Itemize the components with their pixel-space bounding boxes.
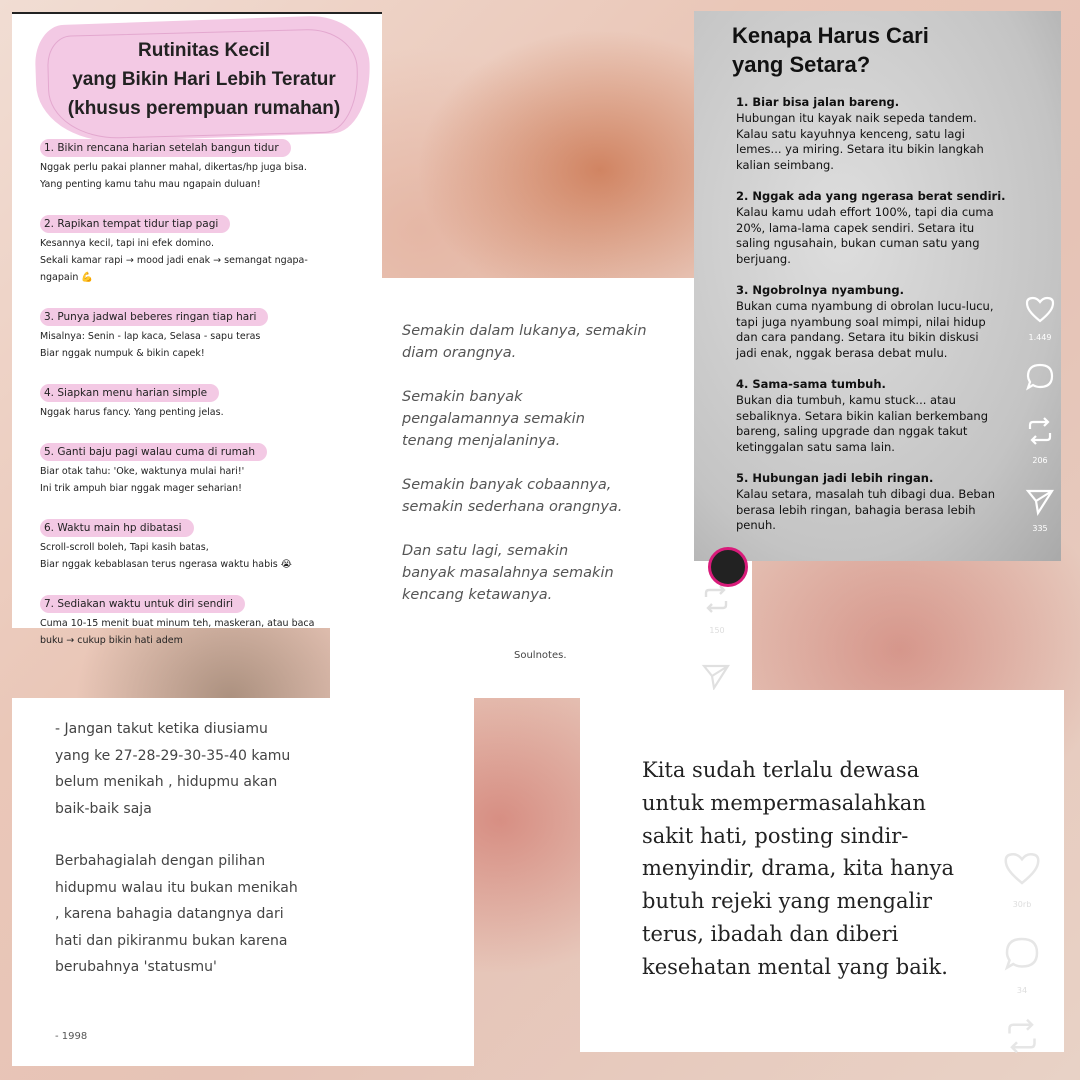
item-heading: 6. Waktu main hp dibatasi — [40, 519, 194, 537]
routines-card — [12, 12, 382, 646]
item-heading: 1. Bikin rencana harian setelah bangun tidur — [40, 139, 291, 157]
repost-icon[interactable] — [1002, 1016, 1042, 1056]
dewasa-quote-card — [580, 690, 1064, 1052]
section: 4. Sama-sama tumbuh. Bukan dia tumbuh, kamu stuck... atau sebaliknya. Setara bikin kalian berkembang bareng, saling upgrade dan nggak takut ketinggalan satu sama lain. — [736, 376, 989, 455]
quote-text: Kita sudah terlalu dewasa untuk mempermasalahkan sakit hati, posting sindir- menyindir, drama, kita hanya butuh rejeki yang mengalir terus, ibadah dan diberi kesehatan mental yang baik. — [642, 758, 955, 979]
item-heading: 2. Rapikan tempat tidur tiap pagi — [40, 215, 230, 233]
item-heading: 3. Punya jadwal beberes ringan tiap hari — [40, 308, 268, 326]
section: 2. Nggak ada yang ngerasa berat sendiri. Kalau kamu udah effort 100%, tapi dia cuma 20%, lama-lama capek sendiri. Setara itu saling ngusahain, bukan cuman satu yang berjuang. — [736, 188, 1006, 267]
setara-card — [694, 11, 1061, 561]
comment-count: 34 — [1016, 986, 1028, 995]
section: 5. Hubungan jadi lebih ringan. Kalau setara, masalah tuh dibagi dua. Beban berasa lebih ringan, bahagia berasa lebih penuh. — [736, 470, 996, 533]
avatar[interactable] — [708, 547, 748, 587]
repost-count: 206 — [1032, 456, 1048, 465]
routines-title: Rutinitas Kecil yang Bikin Hari Lebih Teratur (khusus perempuan rumahan) — [67, 40, 341, 119]
list-item: 5. Ganti baju pagi walau cuma di rumah Biar otak tahu: 'Oke, waktunya mulai hari!' Ini trik ampuh biar nggak mager seharian! — [40, 440, 376, 497]
share-icon[interactable] — [700, 660, 732, 692]
item-heading: 7. Sediakan waktu untuk diri sendiri — [40, 595, 245, 613]
comment-icon[interactable] — [1002, 934, 1042, 974]
section: 3. Ngobrolnya nyambung. Bukan cuma nyambung di obrolan lucu-lucu, tapi juga nyambung soal mimpi, nilai hidup dan cara pandang. Setara itu bikin diskusi jadi enak, nggak berasa debat mulu. — [736, 282, 994, 361]
like-count: 1.449 — [1028, 333, 1052, 342]
routines-list — [40, 136, 376, 668]
share-count: 335 — [1032, 524, 1048, 533]
year-signature: - 1998 — [55, 1031, 88, 1042]
repost-icon[interactable] — [1024, 415, 1056, 447]
list-item: 2. Rapikan tempat tidur tiap pagi Kesannya kecil, tapi ini efek domino. Sekali kamar rapi → mood jadi enak → semangat ngapa- ngapain 💪 — [40, 212, 376, 286]
list-item: 6. Waktu main hp dibatasi Scroll-scroll boleh, Tapi kasih batas, Biar nggak kebablasan terus ngerasa waktu habis 😭 — [40, 516, 376, 573]
section: 1. Biar bisa jalan bareng. Hubungan itu kayak naik sepeda tandem. Kalau satu kayuhnya kenceng, satu lagi lemes... ya miring. Setara itu bikin langkah kalian seimbang. — [736, 95, 984, 173]
quote-text: - Jangan takut ketika diusiamu yang ke 27-28-29-30-35-40 kamu belum menikah , hidupmu akan baik-baik saja Berbahagialah dengan pilihan hidupmu walau itu bukan menikah , karena bahagia datangnya dari hati dan pikiranmu bukan karena berubahnya 'statusmu' — [55, 721, 298, 975]
signature: Soulnotes. — [514, 650, 567, 661]
heart-icon[interactable] — [1002, 848, 1042, 888]
like-count: 30rb — [1012, 900, 1032, 909]
list-item: 7. Sediakan waktu untuk diri sendiri Cuma 10-15 menit buat minum teh, maskeran, atau baca buku → cukup bikin hati adem — [40, 592, 376, 649]
list-item: 3. Punya jadwal beberes ringan tiap hari Misalnya: Senin - lap kaca, Selasa - sapu teras Biar nggak numpuk & bikin capek! — [40, 305, 376, 362]
share-icon[interactable] — [1024, 485, 1056, 517]
quote-text: Semakin dalam lukanya, semakin diam orangnya. Semakin banyak pengalamannya semakin tenang menjalaninya. Semakin banyak cobaannya, semakin sederhana orangnya. Dan satu lagi, semakin banyak masalahnya semakin kencang ketawanya. — [402, 323, 647, 603]
setara-body — [736, 95, 1026, 549]
item-heading: 4. Siapkan menu harian simple — [40, 384, 219, 402]
repost-count: 150 — [709, 626, 725, 635]
repost-icon[interactable] — [700, 583, 732, 615]
soulnotes-quote-card — [330, 278, 752, 698]
list-item: 4. Siapkan menu harian simple Nggak harus fancy. Yang penting jelas. — [40, 381, 376, 421]
comment-icon[interactable] — [1024, 361, 1056, 393]
setara-title: Kenapa Harus Cari yang Setara? — [732, 23, 929, 77]
menikah-quote-card — [12, 698, 474, 1066]
item-heading: 5. Ganti baju pagi walau cuma di rumah — [40, 443, 267, 461]
heart-icon[interactable] — [1024, 293, 1056, 325]
list-item: 1. Bikin rencana harian setelah bangun tidur Nggak perlu pakai planner mahal, dikertas/hp juga bisa. Yang penting kamu tahu mau ngapain duluan! — [40, 136, 376, 193]
